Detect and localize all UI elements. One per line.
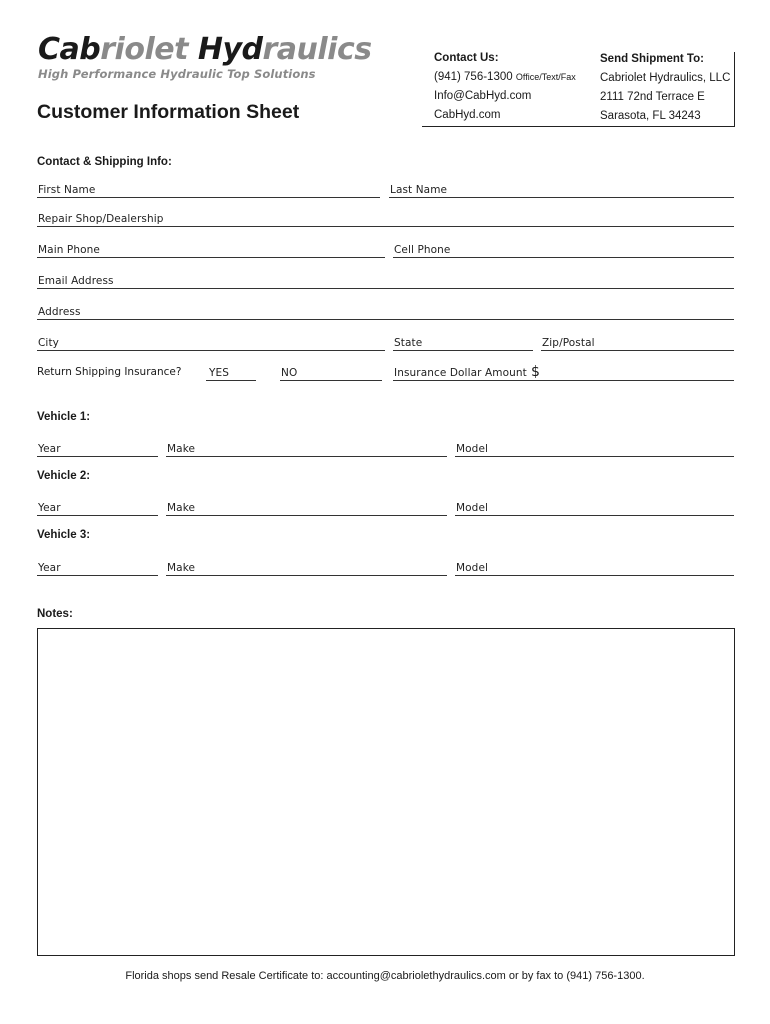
vehicle-2-year-label: Year	[38, 502, 61, 514]
header-vertical-rule	[734, 52, 735, 127]
logo-text-riolet: riolet	[100, 32, 198, 67]
vehicle-2-make-field[interactable]	[166, 501, 447, 516]
repair-shop-label: Repair Shop/Dealership	[38, 213, 164, 225]
address-label: Address	[38, 306, 81, 318]
cell-phone-label: Cell Phone	[394, 244, 451, 256]
vehicle-2-model-label: Model	[456, 502, 489, 514]
insurance-yes-label: YES	[209, 367, 230, 379]
vehicle-3-year-field[interactable]	[37, 561, 158, 576]
insurance-amount-label: Insurance Dollar Amount	[394, 367, 527, 379]
vehicle-1-model-field[interactable]	[455, 442, 734, 457]
zip-label: Zip/Postal	[542, 337, 595, 349]
vehicle-1-make-label: Make	[167, 443, 196, 455]
cell-phone-field[interactable]	[393, 243, 734, 258]
vehicle-3-year-label: Year	[38, 562, 61, 574]
contact-website: CabHyd.com	[434, 109, 501, 121]
company-logo	[38, 34, 372, 66]
last-name-field[interactable]	[389, 183, 734, 198]
contact-email: Info@CabHyd.com	[434, 90, 532, 102]
vehicle-3-heading: Vehicle 3:	[37, 529, 91, 541]
email-label: Email Address	[38, 275, 114, 287]
notes-textarea[interactable]	[37, 628, 735, 956]
vehicle-1-year-label: Year	[38, 443, 61, 455]
vehicle-1-heading: Vehicle 1:	[37, 411, 91, 423]
vehicle-3-model-field[interactable]	[455, 561, 734, 576]
logo-text-hyd: Hyd	[197, 32, 263, 67]
logo-tagline: High Performance Hydraulic Top Solutions	[38, 67, 316, 81]
contact-section-heading: Contact & Shipping Info:	[37, 156, 172, 168]
first-name-field[interactable]	[37, 183, 380, 198]
vehicle-2-heading: Vehicle 2:	[37, 470, 91, 482]
contact-phone-note: Office/Text/Fax	[515, 72, 576, 82]
main-phone-field[interactable]	[37, 243, 385, 258]
dollar-sign: $	[531, 364, 540, 380]
page-title: Customer Information Sheet	[37, 101, 300, 123]
state-field[interactable]	[393, 336, 533, 351]
vehicle-2-model-field[interactable]	[455, 501, 734, 516]
notes-heading: Notes:	[37, 608, 73, 620]
insurance-question: Return Shipping Insurance?	[37, 366, 182, 378]
insurance-no-field[interactable]	[280, 366, 382, 381]
main-phone-label: Main Phone	[38, 244, 100, 256]
vehicle-1-make-field[interactable]	[166, 442, 447, 457]
shipment-block	[600, 50, 730, 126]
zip-field[interactable]	[541, 336, 734, 351]
insurance-amount-field[interactable]	[393, 366, 734, 381]
contact-phone: (941) 756-1300	[434, 71, 513, 83]
logo-text-cab: Cab	[38, 32, 101, 67]
city-label: City	[38, 337, 59, 349]
vehicle-3-make-label: Make	[167, 562, 196, 574]
vehicle-3-make-field[interactable]	[166, 561, 447, 576]
shipment-heading: Send Shipment To:	[600, 53, 704, 65]
contact-phone-line	[434, 68, 576, 87]
vehicle-2-year-field[interactable]	[37, 501, 158, 516]
last-name-label: Last Name	[390, 184, 448, 196]
first-name-label: First Name	[38, 184, 96, 196]
vehicle-1-model-label: Model	[456, 443, 489, 455]
state-label: State	[394, 337, 423, 349]
vehicle-2-make-label: Make	[167, 502, 196, 514]
shipment-street: 2111 72nd Terrace E	[600, 91, 705, 103]
logo-text-raulics: raulics	[262, 32, 372, 67]
address-field[interactable]	[37, 305, 734, 320]
repair-shop-field[interactable]	[37, 212, 734, 227]
insurance-yes-field[interactable]	[206, 366, 256, 381]
vehicle-3-model-label: Model	[456, 562, 489, 574]
insurance-no-label: NO	[281, 367, 298, 379]
contact-us-block	[434, 49, 576, 125]
contact-us-heading: Contact Us:	[434, 52, 499, 64]
city-field[interactable]	[37, 336, 385, 351]
vehicle-1-year-field[interactable]	[37, 442, 158, 457]
shipment-company: Cabriolet Hydraulics, LLC	[600, 72, 731, 84]
footer-note: Florida shops send Resale Certificate to: accounting@cabriolethydraulics.com or by fax to (941) 756-1300.	[125, 970, 645, 982]
email-field[interactable]	[37, 274, 734, 289]
shipment-city: Sarasota, FL 34243	[600, 110, 701, 122]
header-rule	[422, 126, 734, 127]
